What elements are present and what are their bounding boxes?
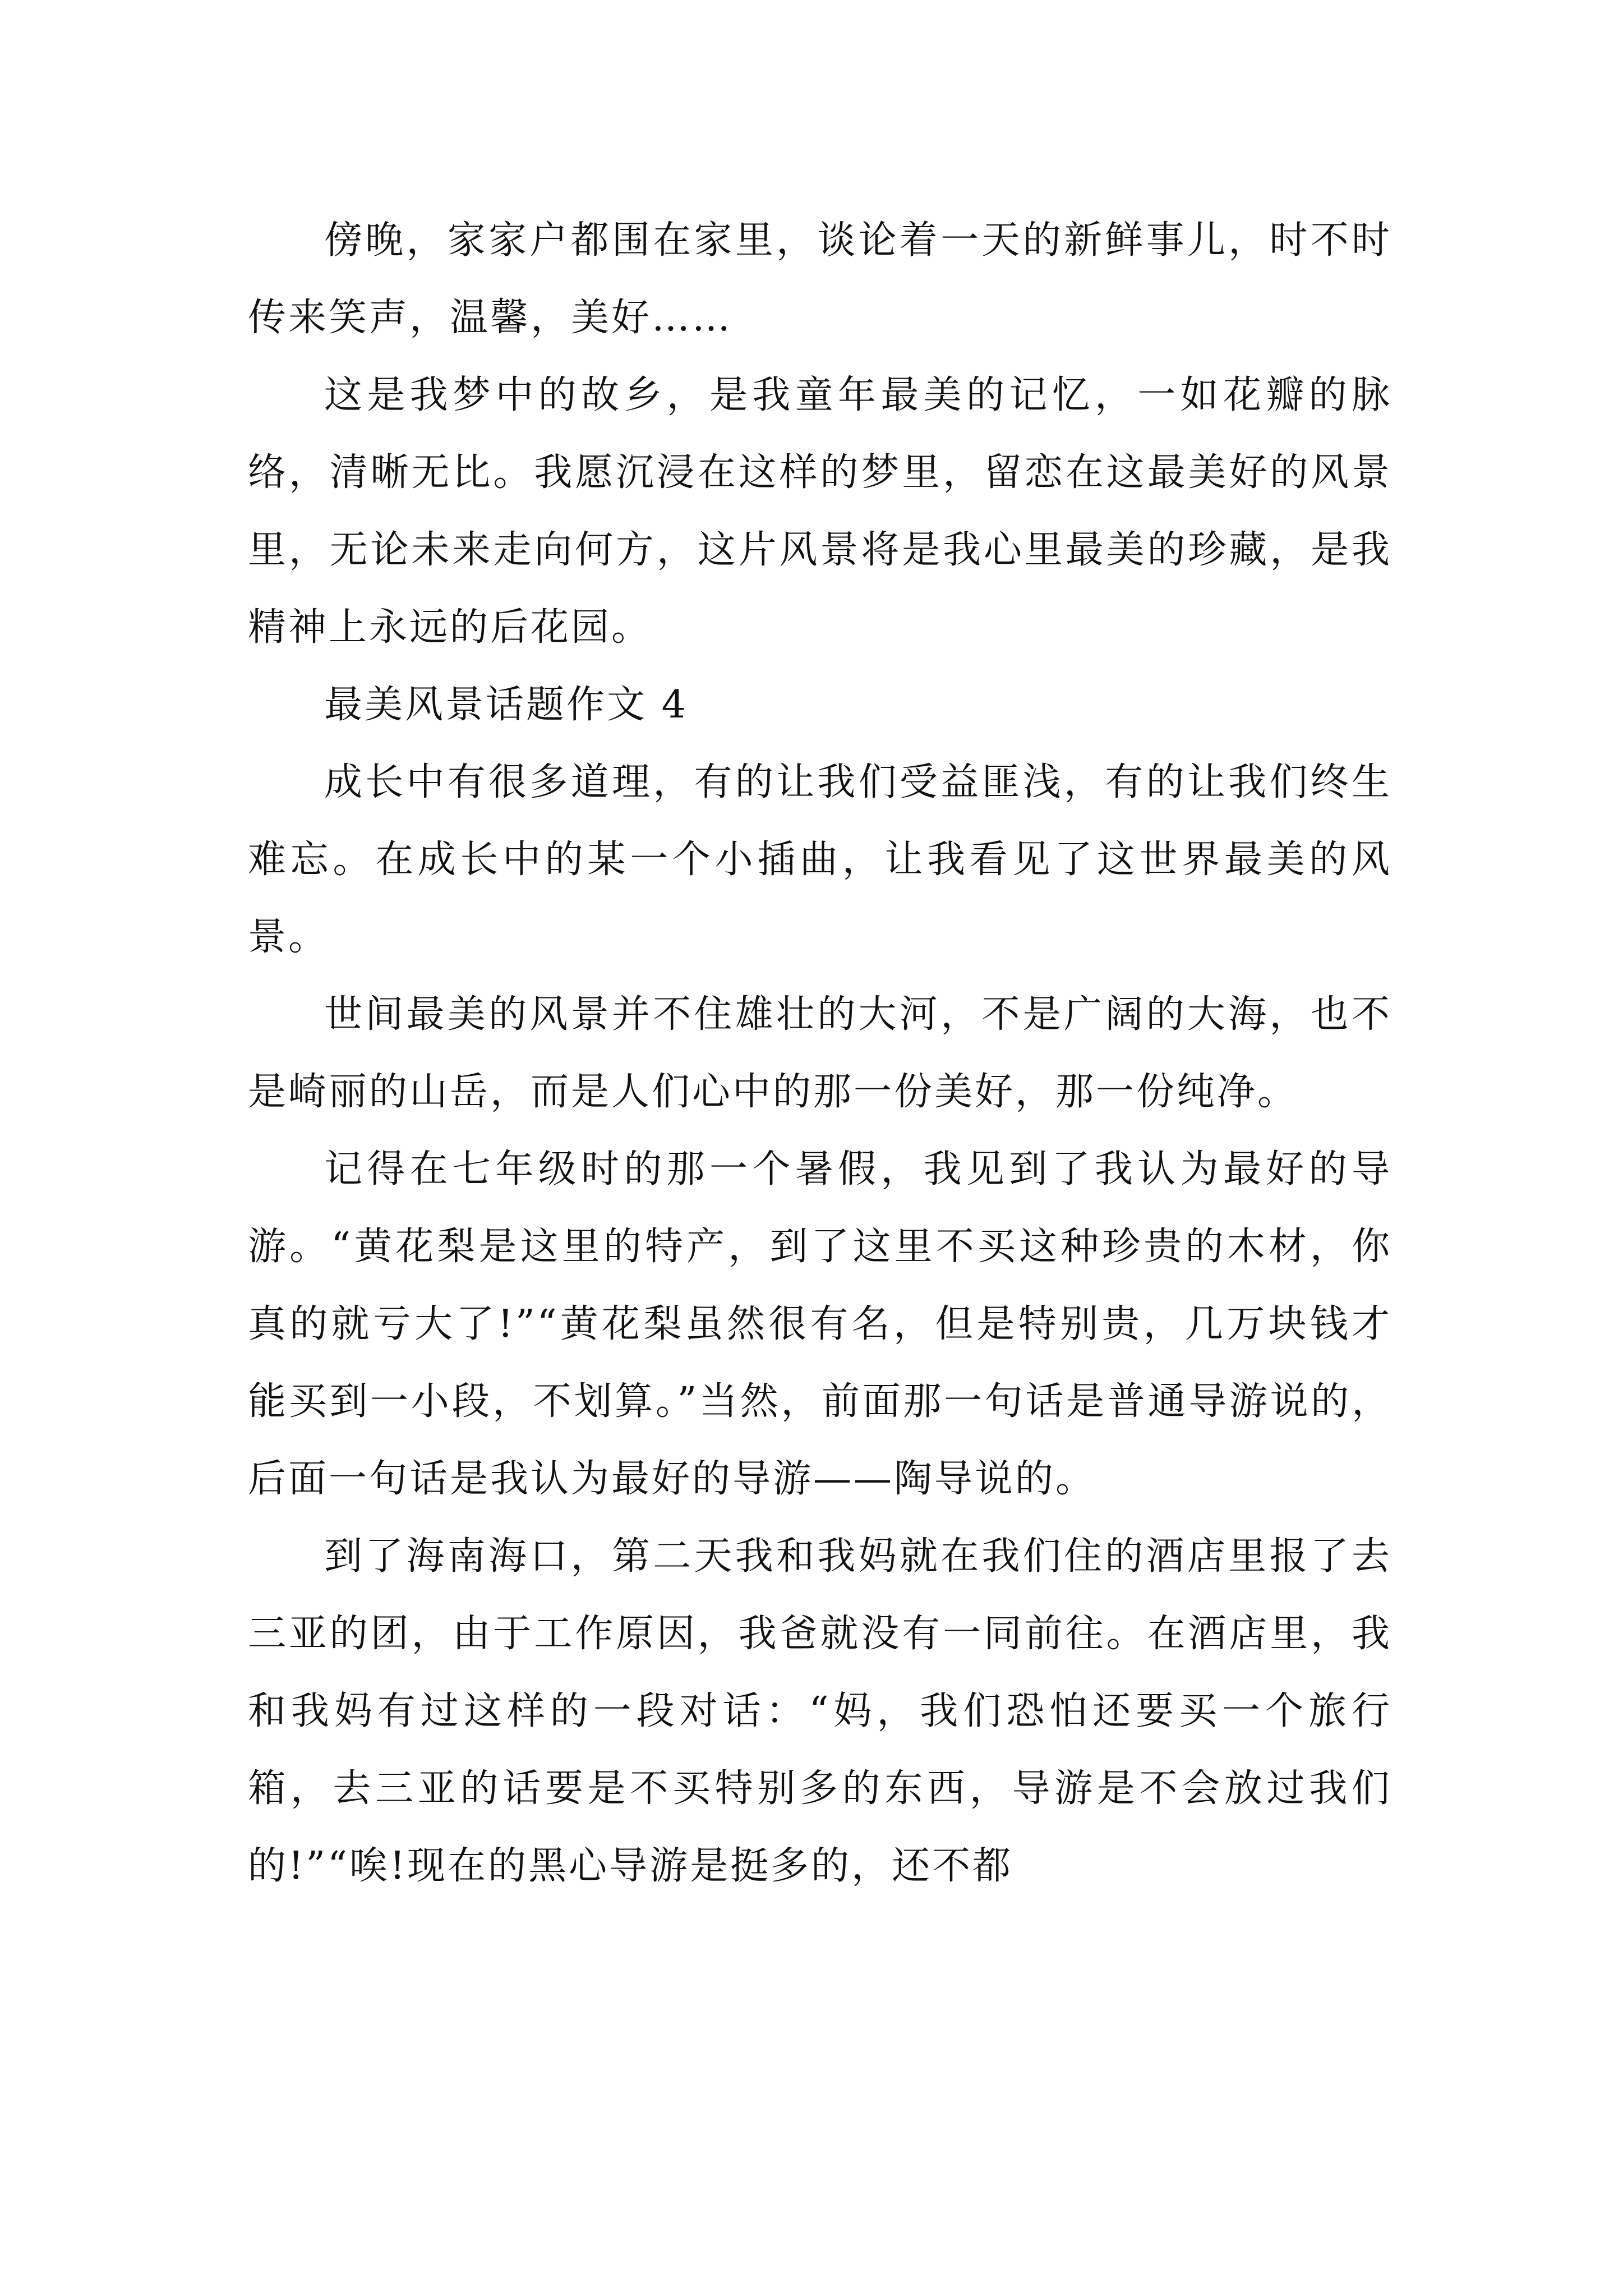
paragraph-4: 世间最美的风景并不住雄壮的大河，不是广阔的大海，也不是崎丽的山岳，而是人们心中的那一份美好，那一份纯净。 — [248, 992, 1392, 1114]
paragraph-1: 傍晚，家家户都围在家里，谈论着一天的新鲜事儿，时不时传来笑声，温馨，美好…… — [248, 218, 1392, 340]
document-body — [248, 202, 1392, 1905]
paragraph-5: 记得在七年级时的那一个暑假，我见到了我认为最好的导游。“黄花梨是这里的特产，到了这里不买这种珍贵的木材，你真的就亏大了!”“黄花梨虽然很有名，但是特别贵，几万块钱才能买到一小段，不划算。”当然，前面那一句话是普通导游说的，后面一句话是我认为最好的导游——陶导说的。 — [248, 1147, 1392, 1501]
paragraph-6: 到了海南海口，第二天我和我妈就在我们住的酒店里报了去三亚的团，由于工作原因，我爸就没有一同前往。在酒店里，我和我妈有过这样的一段对话：“妈，我们恐怕还要买一个旅行箱，去三亚的话要是不买特别多的东西，导游是不会放过我们的!”“唉!现在的黑心导游是挺多的，还不都 — [248, 1534, 1392, 1888]
paragraph-3: 成长中有很多道理，有的让我们受益匪浅，有的让我们终生难忘。在成长中的某一个小插曲，让我看见了这世界最美的风景。 — [248, 760, 1392, 959]
section-heading: 最美风景话题作文 4 — [324, 683, 688, 727]
paragraph-2: 这是我梦中的故乡，是我童年最美的记忆，一如花瓣的脉络，清晰无比。我愿沉浸在这样的梦里，留恋在这最美好的风景里，无论未来走向何方，这片风景将是我心里最美的珍藏，是我精神上永远的后花园。 — [248, 373, 1392, 650]
